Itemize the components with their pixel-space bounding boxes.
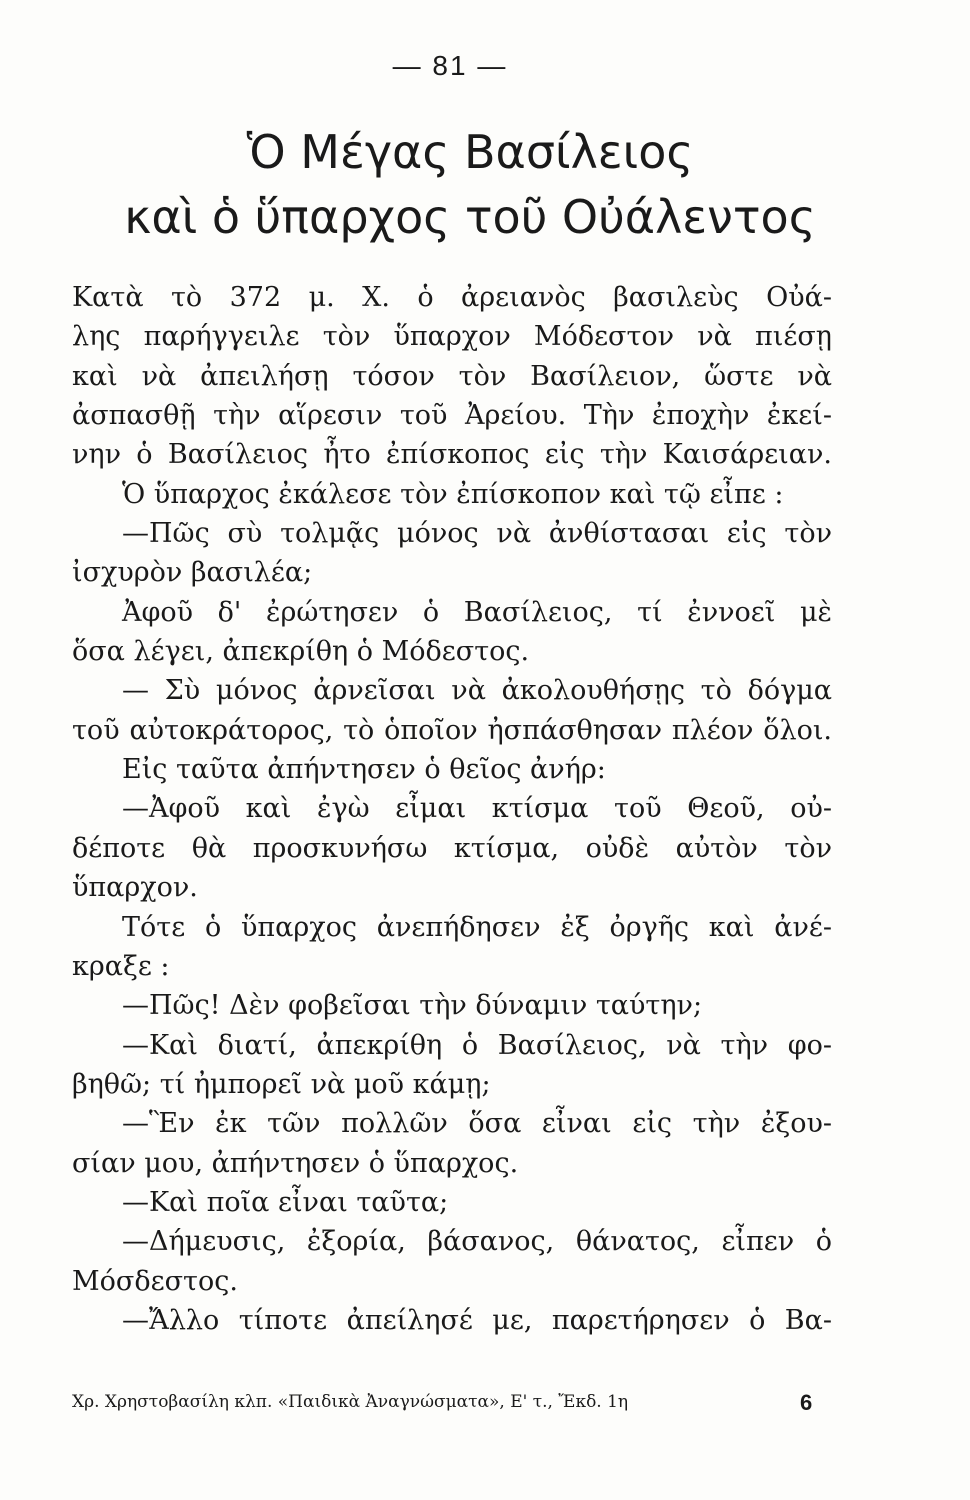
page-number: — 81 — [392, 50, 508, 81]
text-line: σίαν μου, ἀπήντησεν ὁ ὕπαρχος. [72, 1147, 519, 1179]
footer-citation: Χρ. Χρηστοβασίλη κλπ. «Παιδικὰ Ἀναγνώσματα», Ε' τ., Ἔκδ. 1η [72, 1392, 629, 1412]
signature-mark: 6 [800, 1390, 813, 1415]
text-line: Κατὰ τὸ 372 μ. Χ. ὁ ἀρειανὸς βασιλεὺς Οὐά- [72, 282, 832, 313]
text-line: ὕπαρχον. [72, 872, 198, 904]
text-line: —Καὶ διατί, ἀπεκρίθη ὁ Βασίλειος, νὰ τὴν φο- [122, 1029, 832, 1061]
text-line: ἀσπασθῇ τὴν αἵρεσιν τοῦ Ἀρείου. Τὴν ἐποχὴν ἐκεί- [72, 400, 832, 432]
text-line: κραξε : [72, 950, 170, 982]
text-line: Μόσδεστος. [72, 1265, 238, 1297]
text-line: —Πῶς σὺ τολμᾷς μόνος νὰ ἀνθίστασαι εἰς τὸν [122, 518, 832, 550]
title-line-2: καὶ ὁ ὕπαρχος τοῦ Οὐάλεντος [124, 190, 816, 244]
text-line: —Ἓν ἐκ τῶν πολλῶν ὅσα εἶναι εἰς τὴν ἐξου- [122, 1108, 832, 1140]
text-line: ἰσχυρὸν βασιλέα; [72, 557, 313, 589]
text-line: λης παρήγγειλε τὸν ὕπαρχον Μόδεστον νὰ πιέσῃ [72, 321, 832, 353]
text-line: βηθῶ; τί ἠμπορεῖ νὰ μοῦ κάμῃ; [72, 1068, 491, 1100]
body-text [72, 278, 832, 1340]
text-line: Τότε ὁ ὕπαρχος ἀνεπήδησεν ἐξ ὀργῆς καὶ ἀνέ- [122, 911, 832, 943]
text-line: ὅσα λέγει, ἀπεκρίθη ὁ Μόδεστος. [72, 636, 530, 668]
text-line: δέποτε θὰ προσκυνήσω κτίσμα, οὐδὲ αὐτὸν τὸν [72, 832, 832, 864]
text-line: —Πῶς! Δὲν φοβεῖσαι τὴν δύναμιν ταύτην; [122, 990, 703, 1022]
text-line: —Ἀφοῦ καὶ ἐγὼ εἶμαι κτίσμα τοῦ Θεοῦ, οὐ- [122, 793, 832, 825]
text-line: —Καὶ ποῖα εἶναι ταῦτα; [122, 1186, 449, 1218]
text-line: — Σὺ μόνος ἀρνεῖσαι νὰ ἀκολουθήσῃς τὸ δόγμα [122, 675, 832, 707]
text-line: νην ὁ Βασίλειος ἦτο ἐπίσκοπος εἰς τὴν Καισάρειαν. [72, 439, 832, 471]
text-line: —Ἄλλο τίποτε ἀπείλησέ με, παρετήρησεν ὁ Βα- [122, 1304, 832, 1336]
text-line: τοῦ αὐτοκράτορος, τὸ ὁποῖον ἠσπάσθησαν πλέον ὅλοι. [72, 714, 832, 746]
text-line: —Δήμευσις, ἐξορία, βάσανος, θάνατος, εἶπεν ὁ [122, 1226, 832, 1258]
title-line-1: Ὁ Μέγας Βασίλειος [246, 125, 694, 179]
text-line: καὶ νὰ ἀπειλήσῃ τόσον τὸν Βασίλειον, ὥστε νὰ [72, 360, 832, 392]
text-line: Ἀφοῦ δ' ἐρώτησεν ὁ Βασίλειος, τί ἐννοεῖ μὲ [122, 596, 832, 628]
text-line: Ὁ ὕπαρχος ἐκάλεσε τὸν ἐπίσκοπον καὶ τῷ εἶπε : [122, 478, 784, 510]
text-line: Εἰς ταῦτα ἀπήντησεν ὁ θεῖος ἀνήρ: [122, 754, 606, 786]
